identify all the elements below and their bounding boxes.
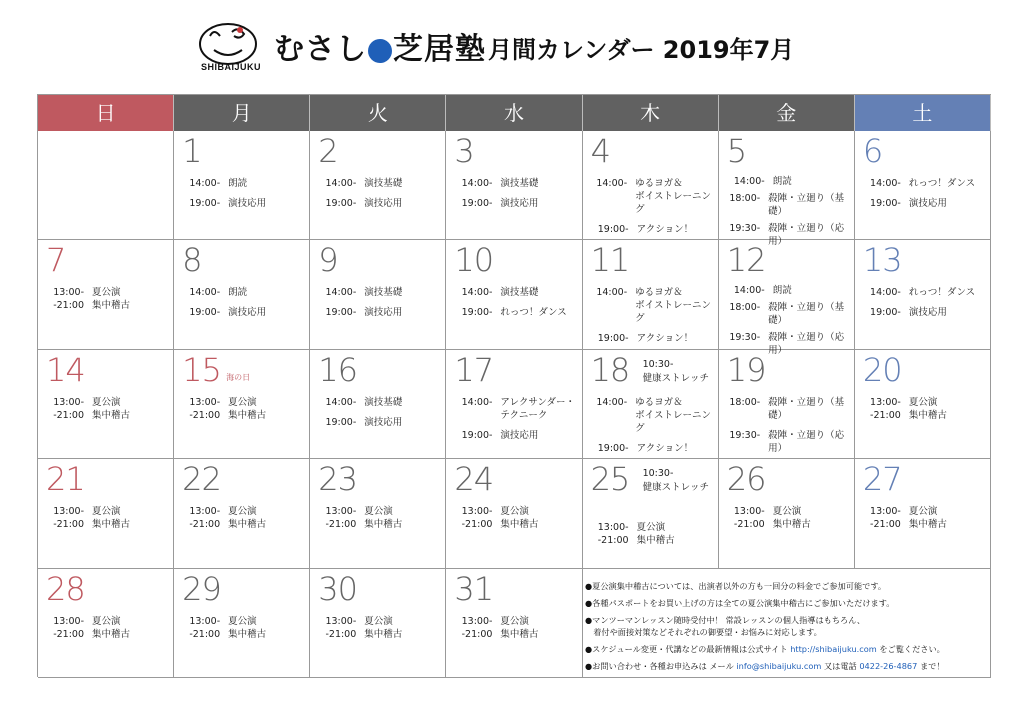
event-time: 13:00- -21:00 bbox=[53, 615, 84, 640]
event-name: ゆるヨガ＆ ボイストレーニング bbox=[635, 287, 712, 325]
weekday-header-tuesday: 火 bbox=[310, 95, 446, 131]
event-name: アクション！ bbox=[636, 224, 694, 235]
event-item bbox=[719, 505, 854, 531]
weekday-header-thursday: 木 bbox=[583, 95, 719, 131]
calendar-day-cell[interactable] bbox=[446, 569, 582, 678]
event-time: 14:00- bbox=[325, 178, 357, 189]
day-number: 6 bbox=[862, 132, 883, 170]
event-item bbox=[719, 301, 854, 327]
event-list bbox=[719, 505, 854, 538]
event-time: 19:00- bbox=[325, 198, 357, 209]
event-item bbox=[583, 442, 718, 455]
calendar-day-cell[interactable] bbox=[310, 350, 446, 459]
event-name: 演技応用 bbox=[228, 307, 267, 319]
event-name: 夏公演 集中稽古 bbox=[228, 615, 267, 640]
event-item bbox=[583, 396, 718, 435]
event-time: 19:00- bbox=[461, 198, 493, 209]
day-number: 9 bbox=[318, 241, 338, 280]
event-time: 14:00- bbox=[189, 178, 221, 189]
event-time: 13:00- -21:00 bbox=[733, 506, 765, 531]
event-item bbox=[174, 396, 309, 422]
event-time: 14:00- bbox=[596, 287, 628, 299]
event-time: 14:00- bbox=[461, 287, 493, 299]
event-time: 13:00- -21:00 bbox=[325, 506, 357, 531]
event-time: 19:00- bbox=[597, 442, 629, 454]
event-item bbox=[174, 286, 309, 299]
day-number: 25 bbox=[590, 460, 630, 499]
site-url-link[interactable]: http://shibaijuku.com bbox=[790, 644, 877, 654]
event-name: 演技応用 bbox=[228, 198, 267, 209]
event-name: 夏公演 集中稽古 bbox=[636, 522, 675, 547]
event-item bbox=[38, 396, 173, 422]
weekday-header-wednesday: 水 bbox=[446, 95, 582, 131]
event-item bbox=[446, 505, 581, 531]
day-number: 12 bbox=[726, 241, 766, 280]
day-number: 7 bbox=[46, 241, 66, 280]
event-name: れっつ！ダンス bbox=[908, 178, 976, 189]
weekday-header-friday: 金 bbox=[719, 95, 855, 131]
event-time: 13:00- -21:00 bbox=[189, 396, 221, 421]
event-item bbox=[583, 177, 718, 216]
event-item bbox=[583, 286, 718, 325]
day-number: 23 bbox=[318, 460, 357, 499]
event-time: 13:00- -21:00 bbox=[189, 506, 221, 531]
day-number: 4 bbox=[590, 132, 610, 170]
event-time: 13:00- -21:00 bbox=[461, 506, 493, 531]
calendar-day-cell[interactable] bbox=[38, 459, 174, 568]
event-name: 殺陣・立廻り（応用） bbox=[768, 429, 845, 454]
day-number: 19 bbox=[726, 350, 766, 389]
day-number: 16 bbox=[318, 350, 357, 389]
event-name: 演技基礎 bbox=[500, 287, 539, 299]
event-time: 13:00- -21:00 bbox=[53, 506, 84, 531]
event-time: 14:00- bbox=[870, 178, 901, 189]
event-name: アクション！ bbox=[636, 442, 694, 454]
event-name: 夏公演 集中稽古 bbox=[228, 506, 267, 531]
event-name: 朗読 bbox=[228, 287, 248, 299]
event-item bbox=[310, 286, 445, 299]
calendar-day-cell[interactable] bbox=[583, 131, 719, 240]
event-item bbox=[174, 177, 309, 190]
event-name: 夏公演 集中稽古 bbox=[500, 615, 539, 640]
event-time: 18:00- bbox=[729, 396, 761, 408]
calendar-day-cell[interactable] bbox=[38, 569, 174, 678]
day-number: 31 bbox=[454, 569, 494, 608]
event-item bbox=[38, 286, 173, 312]
note-contact bbox=[585, 660, 995, 672]
event-list bbox=[310, 396, 445, 436]
event-time: 19:30- bbox=[729, 429, 761, 441]
day-number: 21 bbox=[46, 460, 85, 499]
event-time: 19:00- bbox=[325, 307, 357, 319]
page-title: 月間カレンダー 2019年7月 bbox=[488, 36, 795, 64]
event-list bbox=[446, 396, 581, 449]
event-list bbox=[855, 505, 990, 538]
event-item bbox=[310, 615, 445, 641]
event-time: 13:00- -21:00 bbox=[461, 615, 493, 640]
event-item bbox=[446, 286, 581, 299]
event-list bbox=[583, 521, 718, 554]
event-time: 13:00- -21:00 bbox=[189, 615, 221, 640]
event-name: 殺陣・立廻り（基礎） bbox=[768, 302, 845, 327]
calendar-week-row bbox=[38, 350, 991, 459]
event-list bbox=[38, 396, 173, 429]
day-number: 14 bbox=[46, 350, 85, 389]
day-number: 5 bbox=[726, 132, 747, 170]
day-number: 13 bbox=[862, 241, 902, 280]
event-item bbox=[174, 197, 309, 210]
event-time: 19:00- bbox=[870, 198, 901, 209]
day-number: 20 bbox=[862, 350, 902, 389]
holiday-label: 海の日 bbox=[226, 372, 251, 382]
day-number: 3 bbox=[454, 132, 474, 170]
calendar-day-cell[interactable] bbox=[38, 350, 174, 459]
note-site bbox=[585, 643, 995, 655]
event-list bbox=[446, 505, 581, 538]
event-name: アクション！ bbox=[636, 333, 694, 345]
event-name: アレクサンダー・ テクニーク bbox=[500, 396, 575, 421]
event-name: 殺陣・立廻り（応用） bbox=[768, 332, 845, 357]
event-name: 健康ストレッチ bbox=[642, 482, 709, 494]
event-name: ゆるヨガ＆ ボイストレーニング bbox=[635, 178, 712, 215]
day-number: 22 bbox=[182, 460, 221, 499]
event-name: 朗読 bbox=[772, 285, 792, 297]
event-list bbox=[38, 286, 173, 319]
brand-dot-icon bbox=[368, 39, 392, 63]
event-time: 14:00- bbox=[189, 287, 221, 299]
day-number: 10 bbox=[454, 241, 494, 280]
note-contact-post: まで！ bbox=[917, 661, 945, 671]
event-item bbox=[310, 416, 445, 429]
day-number: 11 bbox=[590, 241, 630, 280]
note-item: ●各種パスポートをお買い上げの方は全ての夏公演集中稽古にご参加いただけます。 bbox=[585, 598, 895, 608]
event-time: 19:00- bbox=[870, 307, 901, 319]
note-site-post: をご覧ください。 bbox=[876, 644, 945, 654]
event-list bbox=[38, 505, 173, 538]
event-name: 朗読 bbox=[228, 178, 248, 189]
event-list bbox=[855, 396, 990, 429]
event-time: 19:00- bbox=[325, 416, 357, 428]
event-name: 夏公演 集中稽古 bbox=[92, 396, 131, 421]
event-time: 19:00- bbox=[189, 307, 221, 319]
event-time: 10:30- bbox=[642, 468, 674, 480]
event-name: 夏公演 集中稽古 bbox=[92, 506, 131, 531]
calendar-day-cell[interactable] bbox=[583, 459, 719, 568]
event-name: 夏公演 集中稽古 bbox=[908, 396, 947, 421]
event-item bbox=[583, 521, 718, 547]
calendar-day-cell[interactable] bbox=[446, 350, 582, 459]
event-name: 演技基礎 bbox=[364, 396, 403, 408]
calendar-week-row bbox=[38, 240, 991, 357]
event-list bbox=[855, 177, 990, 217]
event-item bbox=[174, 306, 309, 319]
event-time: 14:00- bbox=[596, 396, 628, 408]
event-item bbox=[719, 429, 854, 455]
notes-block bbox=[585, 580, 995, 677]
event-item bbox=[446, 306, 581, 319]
event-item bbox=[719, 284, 854, 297]
day-number: 18 bbox=[590, 350, 630, 389]
event-name: 演技基礎 bbox=[364, 178, 403, 189]
event-item bbox=[719, 175, 854, 188]
event-list bbox=[583, 177, 718, 243]
calendar-day-cell[interactable] bbox=[855, 131, 991, 240]
event-name: 夏公演 集中稽古 bbox=[772, 506, 811, 531]
event-name: 殺陣・立廻り（応用） bbox=[768, 223, 845, 247]
day-number: 2 bbox=[318, 132, 338, 170]
calendar-day-cell[interactable] bbox=[719, 350, 855, 459]
event-time: 19:00- bbox=[189, 198, 221, 209]
calendar-day-cell[interactable] bbox=[174, 131, 310, 240]
event-item bbox=[310, 177, 445, 190]
calendar-day-cell[interactable] bbox=[174, 350, 310, 459]
event-time: 14:00- bbox=[596, 178, 628, 189]
event-time: 14:00- bbox=[461, 396, 493, 408]
event-name: 夏公演 集中稽古 bbox=[92, 287, 131, 312]
event-time: 13:00- -21:00 bbox=[53, 287, 84, 312]
event-name: 演技応用 bbox=[908, 307, 947, 319]
event-item bbox=[446, 197, 581, 210]
event-list bbox=[583, 286, 718, 352]
event-time: 18:00- bbox=[729, 302, 761, 314]
event-name: 夏公演 集中稽古 bbox=[364, 506, 403, 531]
event-item bbox=[174, 505, 309, 531]
calendar-day-cell[interactable] bbox=[310, 240, 446, 349]
event-time: 18:00- bbox=[729, 193, 761, 204]
day-number: 15 bbox=[182, 350, 221, 389]
weekday-header-sunday: 日 bbox=[38, 95, 174, 131]
event-item bbox=[855, 177, 990, 190]
event-time: 19:00- bbox=[597, 333, 629, 345]
phone-link[interactable]: 0422-26-4867 bbox=[859, 661, 918, 671]
calendar-day-cell[interactable] bbox=[310, 459, 446, 568]
day-number: 8 bbox=[182, 241, 202, 280]
event-name: 演技応用 bbox=[364, 416, 403, 428]
event-list bbox=[174, 396, 309, 429]
event-time: 14:00- bbox=[325, 287, 357, 299]
calendar-day-cell[interactable] bbox=[174, 240, 310, 349]
note-contact-mid: 又は電話 bbox=[821, 661, 860, 671]
calendar-week-row bbox=[38, 459, 991, 568]
event-list bbox=[446, 177, 581, 217]
calendar-day-cell[interactable] bbox=[855, 240, 991, 349]
event-list bbox=[310, 177, 445, 217]
event-item bbox=[446, 615, 581, 641]
event-name: 演技応用 bbox=[500, 198, 539, 209]
event-name: 夏公演 集中稽古 bbox=[228, 396, 267, 421]
event-item bbox=[174, 615, 309, 641]
event-item bbox=[855, 197, 990, 210]
event-name: 朗読 bbox=[772, 176, 792, 187]
event-list bbox=[446, 286, 581, 326]
event-item bbox=[38, 505, 173, 531]
event-list bbox=[310, 615, 445, 648]
event-name: 演技基礎 bbox=[500, 178, 539, 189]
event-item bbox=[855, 286, 990, 299]
day-number: 28 bbox=[46, 569, 85, 608]
page-header bbox=[0, 0, 1024, 92]
day-number: 27 bbox=[862, 460, 902, 499]
event-time: 19:00- bbox=[597, 224, 629, 235]
event-name: 夏公演 集中稽古 bbox=[908, 506, 947, 531]
event-name: ゆるヨガ＆ ボイストレーニング bbox=[635, 396, 712, 434]
event-time: 14:00- bbox=[461, 178, 493, 189]
event-name: れっつ！ダンス bbox=[908, 287, 976, 299]
event-list bbox=[174, 286, 309, 326]
calendar-day-cell[interactable] bbox=[855, 350, 991, 459]
event-item bbox=[446, 177, 581, 190]
event-list bbox=[174, 615, 309, 648]
brand-name-pre: むさし bbox=[274, 32, 367, 67]
event-time: 14:00- bbox=[325, 396, 357, 408]
event-name: 殺陣・立廻り（基礎） bbox=[768, 193, 845, 217]
day-number: 17 bbox=[454, 350, 494, 389]
calendar-day-cell[interactable] bbox=[583, 240, 719, 349]
event-time: 19:30- bbox=[729, 332, 761, 344]
brand-name bbox=[274, 30, 486, 70]
event-item bbox=[446, 396, 581, 422]
calendar-day-cell[interactable] bbox=[310, 131, 446, 240]
notes-list bbox=[585, 580, 995, 638]
event-name: 演技応用 bbox=[500, 429, 539, 441]
event-list bbox=[174, 177, 309, 217]
event-time: 13:00- -21:00 bbox=[870, 396, 901, 421]
event-list bbox=[719, 396, 854, 462]
weekday-header-saturday: 土 bbox=[855, 95, 991, 131]
event-time: 13:00- -21:00 bbox=[870, 506, 901, 531]
calendar-day-cell[interactable] bbox=[583, 350, 719, 459]
event-item bbox=[310, 197, 445, 210]
event-name: 夏公演 集中稽古 bbox=[500, 506, 539, 531]
day-number: 30 bbox=[318, 569, 357, 608]
calendar-week-row bbox=[38, 131, 991, 247]
event-time: 14:00- bbox=[733, 176, 765, 187]
logo-subtitle: SHIBAIJUKU bbox=[200, 62, 261, 72]
calendar-day-cell[interactable] bbox=[719, 240, 855, 357]
calendar-day-cell[interactable] bbox=[38, 240, 174, 349]
event-name: れっつ！ダンス bbox=[500, 307, 567, 319]
calendar-day-cell[interactable] bbox=[310, 569, 446, 678]
event-item bbox=[583, 332, 718, 345]
event-item bbox=[446, 429, 581, 442]
event-item bbox=[583, 223, 718, 236]
event-name: 夏公演 集中稽古 bbox=[364, 615, 403, 640]
event-name: 演技応用 bbox=[908, 198, 947, 209]
event-list bbox=[310, 286, 445, 326]
morning-event bbox=[643, 467, 709, 495]
event-time: 19:00- bbox=[461, 429, 493, 441]
day-number: 29 bbox=[182, 569, 221, 608]
day-number: 26 bbox=[726, 460, 766, 499]
calendar-day-cell[interactable] bbox=[446, 240, 582, 349]
calendar-day-cell[interactable] bbox=[855, 459, 991, 568]
day-number: 1 bbox=[182, 132, 202, 170]
event-item bbox=[310, 306, 445, 319]
event-time: 13:00- -21:00 bbox=[325, 615, 357, 640]
event-name: 演技応用 bbox=[364, 307, 403, 319]
brand-name-post: 芝居塾 bbox=[393, 32, 486, 67]
event-name: 演技基礎 bbox=[364, 287, 403, 299]
event-time: 13:00- -21:00 bbox=[597, 522, 629, 547]
event-item bbox=[855, 505, 990, 531]
event-time: 14:00- bbox=[870, 287, 901, 299]
event-item bbox=[38, 615, 173, 641]
event-name: 健康ストレッチ bbox=[642, 372, 709, 384]
event-item bbox=[719, 192, 854, 218]
weekday-header-monday: 月 bbox=[174, 95, 310, 131]
event-time: 13:00- -21:00 bbox=[53, 396, 84, 421]
event-time: 19:00- bbox=[461, 307, 493, 319]
calendar-day-cell[interactable] bbox=[719, 459, 855, 568]
event-item bbox=[719, 396, 854, 422]
calendar-day-cell[interactable] bbox=[446, 459, 582, 568]
event-item bbox=[855, 306, 990, 319]
empty-day-cell bbox=[38, 131, 174, 240]
calendar-day-cell[interactable] bbox=[446, 131, 582, 240]
event-list bbox=[583, 396, 718, 462]
event-list bbox=[174, 505, 309, 538]
event-name: 演技応用 bbox=[364, 198, 403, 209]
weekday-header-row bbox=[38, 95, 991, 131]
note-item: ●マンツーマンレッスン随時受付中！ 常設レッスンの個人指導はもちろん、 着付や面接対策などそれぞれの御要望・お悩みに対応します。 bbox=[585, 615, 866, 637]
event-list bbox=[855, 286, 990, 326]
note-item: ●夏公演集中稽古については、出演者以外の方も一回分の料金でご参加可能です。 bbox=[585, 581, 887, 591]
morning-event bbox=[643, 358, 709, 386]
event-time: 10:30- bbox=[642, 358, 674, 370]
event-time: 14:00- bbox=[733, 285, 765, 297]
event-name: 夏公演 集中稽古 bbox=[92, 615, 131, 640]
email-link[interactable]: info@shibaijuku.com bbox=[736, 661, 822, 671]
event-item bbox=[310, 396, 445, 409]
event-list bbox=[310, 505, 445, 538]
event-item bbox=[855, 396, 990, 422]
day-number: 24 bbox=[454, 460, 494, 499]
calendar-day-cell[interactable] bbox=[719, 131, 855, 247]
calendar-day-cell[interactable] bbox=[174, 569, 310, 678]
event-name: 殺陣・立廻り（基礎） bbox=[768, 396, 845, 421]
event-list bbox=[446, 615, 581, 648]
note-contact-pre: ●お問い合わせ・各種お申込みは メール bbox=[585, 661, 737, 671]
event-list bbox=[38, 615, 173, 648]
calendar-day-cell[interactable] bbox=[174, 459, 310, 568]
event-item bbox=[310, 505, 445, 531]
note-site-pre: ●スケジュール変更・代講などの最新情報は公式サイト bbox=[585, 644, 791, 654]
event-time: 19:30- bbox=[729, 223, 761, 234]
